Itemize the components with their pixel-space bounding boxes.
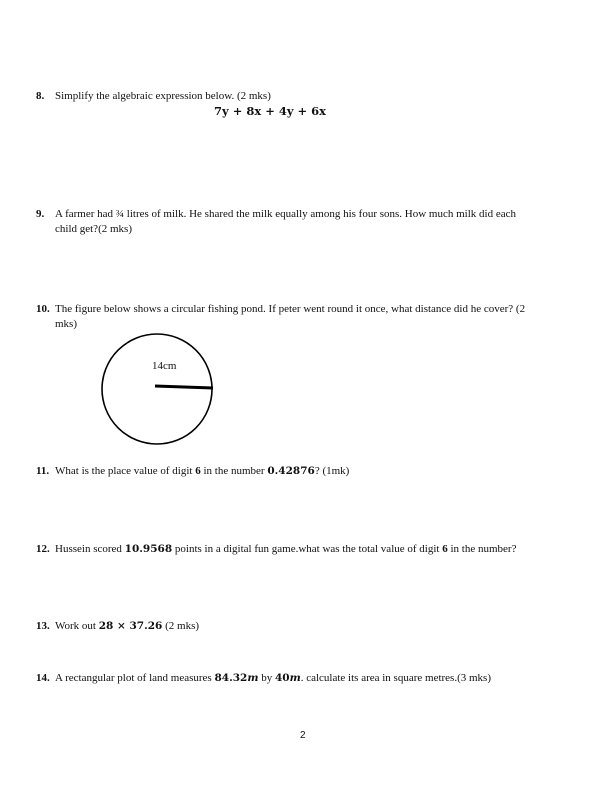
question-text: Work out [55,620,99,632]
question-12 [36,542,576,557]
question-text: by [258,672,275,684]
radius-line [155,386,213,388]
question-number: 11. [36,465,50,477]
question-text: points in a digital fun game.what was the total value of digit [172,543,443,555]
question-text: in the number [200,465,268,477]
math-expression: 28 × 37.26 [98,620,163,632]
question-text: What is the place value of digit [55,465,196,477]
question-text: A rectangular plot of land measures [55,672,215,684]
question-number: 9. [36,208,45,220]
question-number: 8. [36,90,45,102]
digit: 6 [195,465,201,477]
length-value: 84.32 [214,672,248,684]
question-number: 14. [36,672,50,684]
question-8 [36,89,576,104]
question-10 [36,302,576,332]
digit: 6 [442,543,448,555]
question-text: (2 mks) [162,620,200,632]
question-text: ? (1mk) [314,465,350,477]
number-value: 0.42876 [267,465,315,477]
question-text-cont: mks) [55,318,77,330]
question-text: in the number? [447,543,517,555]
question-text: Simplify the algebraic expression below. (2 mks) [55,90,271,102]
radius-label: 14cm [152,360,177,372]
algebraic-expression: 7y + 8x + 4y + 6x [214,104,327,118]
question-text: A farmer had ¾ litres of milk. He shared the milk equally among his four sons. How much milk did each [55,208,516,220]
question-14 [36,671,576,686]
question-number: 10. [36,303,50,315]
width-value: 40 [274,672,290,684]
pond-circle [102,334,212,444]
question-text: Hussein scored [55,543,125,555]
question-text: . calculate its area in square metres.(3 mks) [300,672,492,684]
question-text: The figure below shows a circular fishing pond. If peter went round it once, what distance did he cover? (2 [55,303,526,315]
question-number: 12. [36,543,50,555]
page-number: 2 [300,730,306,741]
length-unit: m [247,672,259,684]
number-value: 10.9568 [124,543,173,555]
question-number: 13. [36,620,50,632]
circle-figure [100,330,218,448]
question-11 [36,464,576,479]
question-text-cont: child get?(2 mks) [55,223,132,235]
width-unit: m [289,672,301,684]
question-13 [36,619,576,634]
question-9 [36,207,576,237]
